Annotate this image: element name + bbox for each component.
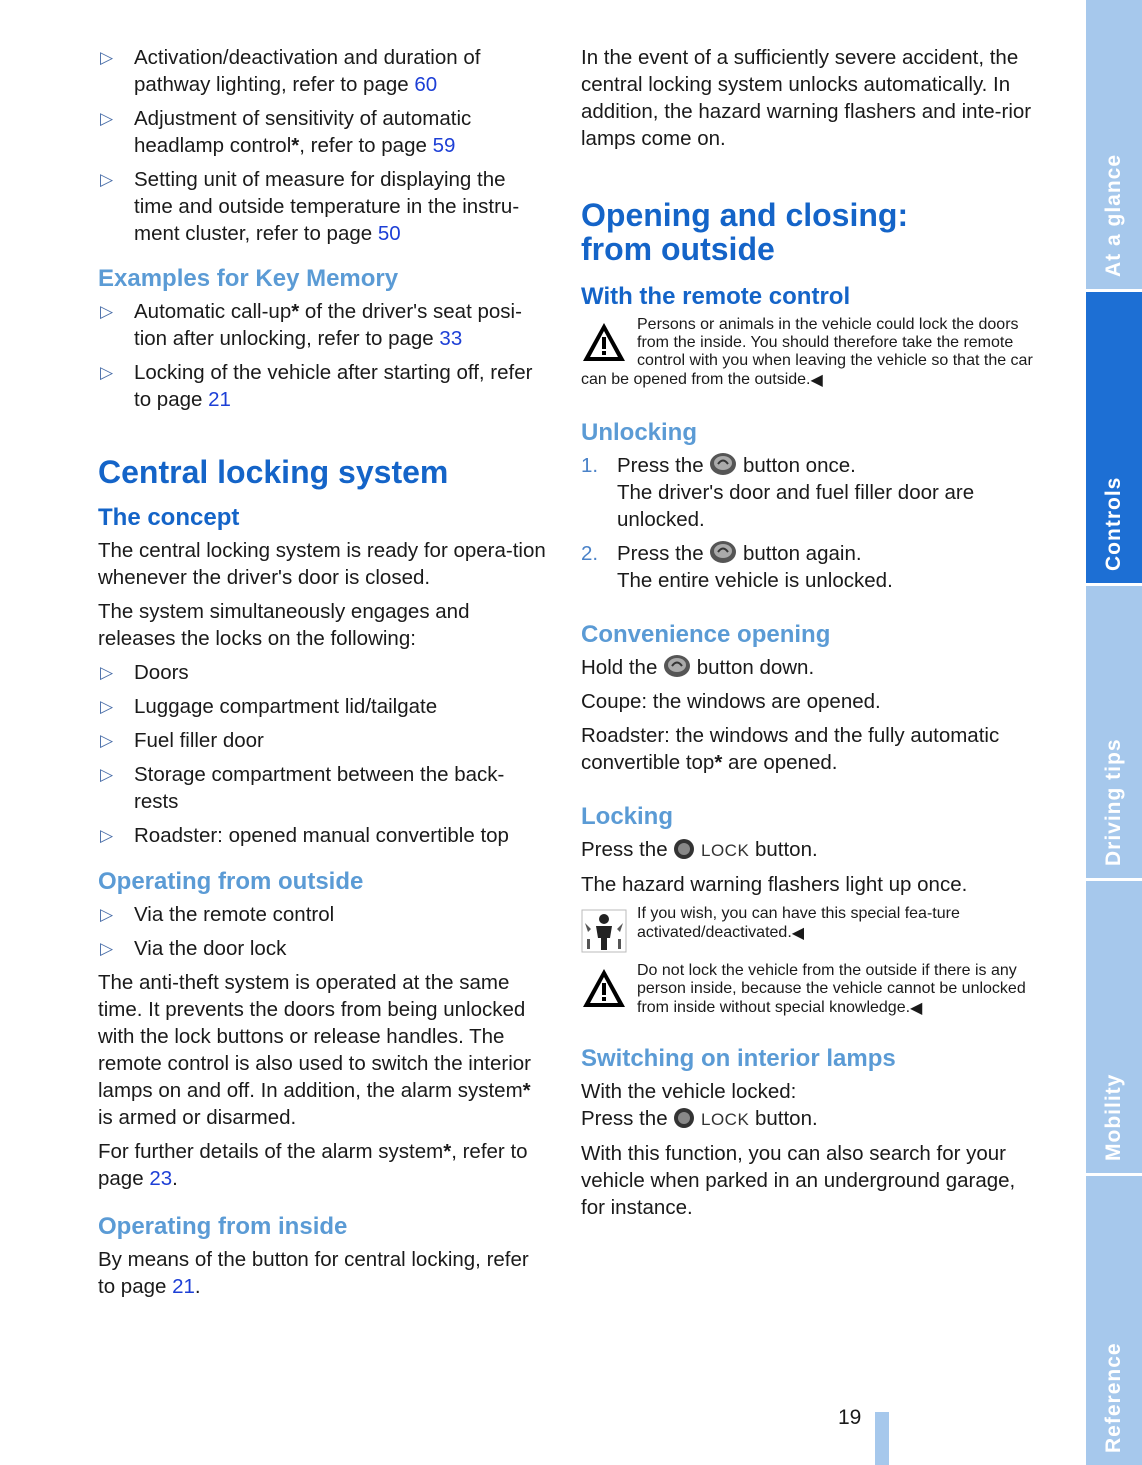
list-item: 2. Press the button again. The entire vehicle is unlocked. <box>581 542 893 592</box>
interior-paragraph: With this function, you can also search for your vehicle when parked in an underground garage, for instance. <box>581 1142 1016 1219</box>
list-item: ▷ Fuel filler door <box>100 729 264 752</box>
tab-driving-tips[interactable]: Driving tips <box>1086 586 1142 878</box>
locking-heading: Locking <box>581 803 674 830</box>
lock-button-icon <box>673 838 695 860</box>
page-marker-bar <box>875 1412 889 1465</box>
accident-paragraph: In the event of a sufficiently severe accident, the central locking system unlocks automatically. In addition, the hazard warning flashers and inte-rior lamps come on. <box>581 46 1032 150</box>
anti-theft-paragraph: The anti-theft system is operated at the same time. It prevents the doors from being unlocked with the lock buttons or release handles. The remote control is also used to switch the interior lamps on and off. In addition, the alarm system* is armed or disarmed. <box>98 971 531 1129</box>
examples-list <box>98 298 546 413</box>
list-item: ▷ Via the remote control <box>100 903 335 926</box>
opening-closing-heading: Opening and closing: from outside <box>581 197 909 267</box>
inside-heading: Operating from inside <box>98 1213 348 1240</box>
optional-star: * <box>291 134 300 157</box>
triangle-bullet-icon: ▷ <box>100 302 114 321</box>
end-marker-icon: ◀ <box>791 925 805 942</box>
concept-paragraph: The system simultaneously engages and releases the locks on the following: <box>98 600 470 650</box>
list-item: ▷ Setting unit of measure for displaying the time and outside temperature in the instru-ment cluster, refer to page 50 <box>100 168 520 245</box>
alarm-paragraph: For further details of the alarm system*, refer to page 23. <box>98 1140 528 1190</box>
warning-note: Do not lock the vehicle from the outside if there is any person inside, because the vehicle cannot be unlocked from inside without special knowledge.◀ <box>581 962 1033 1018</box>
lock-label: LOCK <box>701 841 750 860</box>
list-item: ▷ Automatic call-up* of the driver's seat posi-tion after unlocking, refer to page 33 <box>100 300 522 350</box>
end-marker-icon: ◀ <box>810 372 823 389</box>
triangle-bullet-icon: ▷ <box>100 939 114 958</box>
tab-controls[interactable]: Controls <box>1086 292 1142 583</box>
page-link[interactable]: 33 <box>439 327 463 350</box>
warning-triangle-icon <box>581 320 627 364</box>
convenience-paragraph: Roadster: the windows and the fully automatic convertible top* are opened. <box>581 724 1000 774</box>
convenience-paragraph: Hold the button down. <box>581 656 815 679</box>
page-link[interactable]: 23 <box>149 1167 173 1190</box>
locking-paragraph: The hazard warning flashers light up once. <box>581 873 968 896</box>
list-item: ▷ Storage compartment between the back-rests <box>100 763 505 813</box>
triangle-bullet-icon: ▷ <box>100 170 114 189</box>
optional-star: * <box>522 1079 531 1102</box>
interior-paragraph: With the vehicle locked: <box>581 1080 797 1103</box>
list-item: ▷ Luggage compartment lid/tailgate <box>100 695 438 718</box>
page-link[interactable]: 21 <box>208 388 231 411</box>
triangle-bullet-icon: ▷ <box>100 905 114 924</box>
left-column <box>98 44 546 1307</box>
chapter-sidebar <box>1086 0 1142 1465</box>
warning-triangle-icon <box>581 966 627 1010</box>
outside-heading: Operating from outside <box>98 868 364 895</box>
list-item: ▷ Locking of the vehicle after starting off, refer to page 21 <box>100 361 533 411</box>
page-link[interactable]: 50 <box>377 222 401 245</box>
outside-list <box>98 901 546 962</box>
lock-button-icon <box>673 1107 695 1129</box>
right-column <box>581 44 1033 1228</box>
optional-star: * <box>291 300 300 323</box>
triangle-bullet-icon: ▷ <box>100 363 114 382</box>
triangle-bullet-icon: ▷ <box>100 765 114 784</box>
unlock-steps <box>581 452 1033 594</box>
page-link[interactable]: 21 <box>172 1275 195 1298</box>
tab-at-a-glance[interactable]: At a glance <box>1086 0 1142 289</box>
triangle-bullet-icon: ▷ <box>100 826 114 845</box>
page-link[interactable]: 59 <box>432 134 456 157</box>
triangle-bullet-icon: ▷ <box>100 48 114 67</box>
tab-reference[interactable]: Reference <box>1086 1176 1142 1465</box>
remote-control-heading: With the remote control <box>581 283 851 310</box>
locks-list <box>98 659 546 849</box>
interior-paragraph: Press the LOCK button. <box>581 1107 818 1130</box>
intro-list <box>98 44 546 247</box>
list-item: ▷ Activation/deactivation and duration of pathway lighting, refer to page 60 <box>100 46 481 96</box>
locking-paragraph: Press the LOCK button. <box>581 838 818 861</box>
unlock-button-icon <box>709 540 737 564</box>
list-item: ▷ Adjustment of sensitivity of automatic headlamp control*, refer to page 59 <box>100 107 472 157</box>
end-marker-icon: ◀ <box>910 1000 923 1017</box>
triangle-bullet-icon: ▷ <box>100 731 114 750</box>
list-item: ▷ Doors <box>100 661 189 684</box>
unlocking-heading: Unlocking <box>581 419 698 446</box>
lock-label: LOCK <box>701 1110 750 1129</box>
page-number: 19 <box>838 1406 862 1429</box>
list-item: ▷ Roadster: opened manual convertible top <box>100 824 509 847</box>
optional-star: * <box>714 751 723 774</box>
optional-star: * <box>443 1140 452 1163</box>
page-link[interactable]: 60 <box>414 73 438 96</box>
service-technician-icon <box>581 909 627 953</box>
convenience-paragraph: Coupe: the windows are opened. <box>581 690 881 713</box>
service-note: If you wish, you can have this special fea-ture activated/deactivated.◀ <box>581 905 1033 955</box>
concept-heading: The concept <box>98 504 240 531</box>
convenience-heading: Convenience opening <box>581 621 831 648</box>
examples-heading: Examples for Key Memory <box>98 265 399 292</box>
central-locking-heading: Central locking system <box>98 454 449 490</box>
unlock-button-icon <box>663 654 691 678</box>
warning-note: Persons or animals in the vehicle could lock the doors from the inside. You should therefore take the remote control with you when leaving the vehicle so that the car can be opened from the outside.◀ <box>581 316 1033 389</box>
interior-lamps-heading: Switching on interior lamps <box>581 1045 896 1072</box>
triangle-bullet-icon: ▷ <box>100 109 114 128</box>
concept-paragraph: The central locking system is ready for opera-tion whenever the driver's door is closed. <box>98 539 546 589</box>
tab-mobility[interactable]: Mobility <box>1086 881 1142 1173</box>
inside-paragraph: By means of the button for central locking, refer to page 21. <box>98 1248 529 1298</box>
unlock-button-icon <box>709 452 737 476</box>
list-item: ▷ Via the door lock <box>100 937 287 960</box>
triangle-bullet-icon: ▷ <box>100 697 114 716</box>
list-item: 1. Press the button once. The driver's door and fuel filler door are unlocked. <box>581 454 975 531</box>
triangle-bullet-icon: ▷ <box>100 663 114 682</box>
